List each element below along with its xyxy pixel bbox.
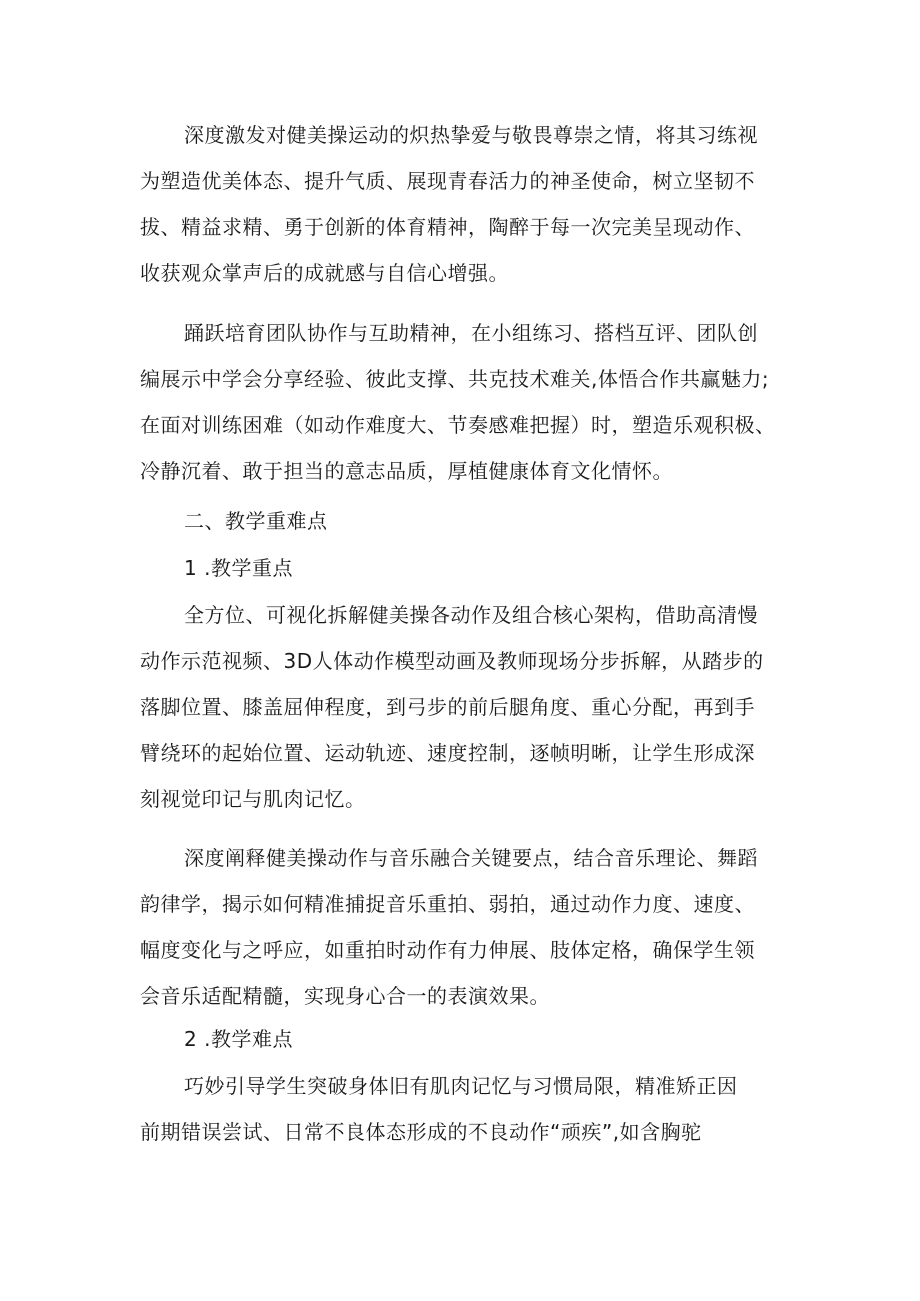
text-line: 臂绕环的起始位置、运动轨迹、速度控制，逐帧明晰，让学生形成深	[140, 741, 755, 765]
text-line: 编展示中学会分享经验、彼此支撑、共克技术难关,体悟合作共赢魅力;	[140, 367, 770, 391]
text-line: 前期错误尝试、日常不良体态形成的不良动作“顽疾”,如含胸驼	[140, 1120, 702, 1144]
subheading-teaching-focus	[140, 545, 800, 591]
text-line: 落脚位置、膝盖屈伸程度，到弓步的前后腿角度、重心分配，再到手	[140, 695, 755, 719]
text-line: 收获观众掌声后的成就感与自信心增强。	[140, 261, 509, 285]
heading-text: 1 .教学重点	[184, 556, 293, 580]
paragraph-teamwork	[140, 310, 800, 494]
text-line: 踊跃培育团队协作与互助精神，在小组练习、搭档互评、团队创	[184, 321, 758, 345]
text-line: 会音乐适配精髓，实现身心合一的表演效果。	[140, 984, 550, 1008]
heading-text: 2 .教学难点	[184, 1027, 293, 1051]
paragraph-music-integration	[140, 835, 800, 1019]
text-line: 动作示范视频、3D人体动作模型动画及教师现场分步拆解，从踏步的	[140, 649, 764, 673]
text-line: 冷静沉着、敢于担当的意志品质，厚植健康体育文化情怀。	[140, 459, 673, 483]
section-heading-key-difficulties	[140, 498, 800, 544]
text-line: 深度激发对健美操运动的炽热挚爱与敬畏尊崇之情，将其习练视	[184, 123, 758, 147]
text-line: 深度阐释健美操动作与音乐融合关键要点，结合音乐理论、舞蹈	[184, 846, 758, 870]
text-line: 在面对训练困难（如动作难度大、节奏感难把握）时，塑造乐观积极、	[140, 413, 776, 437]
paragraph-visual-breakdown	[140, 592, 800, 822]
text-line: 刻视觉印记与肌肉记忆。	[140, 787, 366, 811]
text-line: 为塑造优美体态、提升气质、展现青春活力的神圣使命，树立坚韧不	[140, 169, 755, 193]
text-line: 韵律学，揭示如何精准捕捉音乐重拍、弱拍，通过动作力度、速度、	[140, 892, 755, 916]
text-line: 拔、精益求精、勇于创新的体育精神，陶醉于每一次完美呈现动作、	[140, 215, 755, 239]
text-line: 幅度变化与之呼应，如重拍时动作有力伸展、肢体定格，确保学生领	[140, 938, 755, 962]
paragraph-correct-habits	[140, 1063, 800, 1155]
text-line: 巧妙引导学生突破身体旧有肌肉记忆与习惯局限，精准矫正因	[184, 1074, 738, 1098]
text-line: 全方位、可视化拆解健美操各动作及组合核心架构，借助高清慢	[184, 603, 758, 627]
subheading-teaching-difficulty	[140, 1016, 800, 1062]
heading-text: 二、教学重难点	[184, 509, 328, 533]
paragraph-love-of-aerobics	[140, 112, 800, 296]
